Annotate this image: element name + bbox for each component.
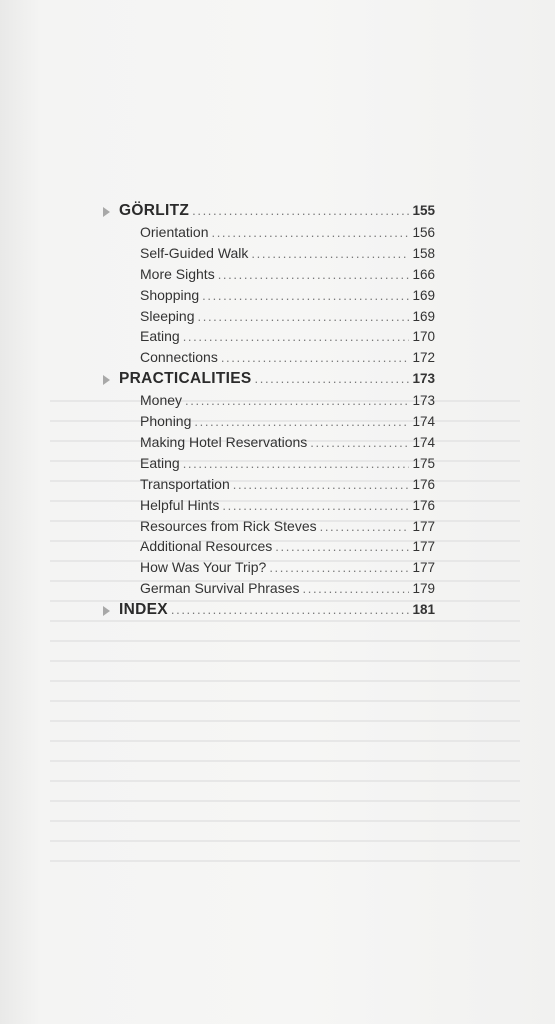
entry-title: Helpful Hints bbox=[140, 496, 220, 513]
toc-entry[interactable] bbox=[100, 224, 435, 245]
section-page-number: 155 bbox=[412, 203, 435, 218]
toc-entry[interactable] bbox=[100, 559, 435, 580]
dot-leader bbox=[202, 288, 409, 303]
dot-leader bbox=[171, 602, 410, 617]
toc-section-gorlitz[interactable] bbox=[100, 202, 435, 224]
toc-entry[interactable] bbox=[100, 518, 435, 539]
entry-title: How Was Your Trip? bbox=[140, 559, 267, 576]
toc-section-index[interactable] bbox=[100, 601, 435, 623]
entry-title: Connections bbox=[140, 349, 218, 366]
entry-title: Self-Guided Walk bbox=[140, 244, 249, 261]
dot-leader bbox=[183, 329, 410, 344]
section-title: INDEX bbox=[119, 601, 168, 619]
entry-page-number: 175 bbox=[412, 455, 435, 471]
entry-title: German Survival Phrases bbox=[140, 580, 300, 597]
dot-leader bbox=[320, 519, 410, 534]
toc-entry[interactable] bbox=[100, 245, 435, 266]
entry-title: Transportation bbox=[140, 475, 230, 492]
entry-page-number: 174 bbox=[412, 435, 435, 451]
triangle-marker-icon bbox=[103, 375, 110, 385]
entry-title: Phoning bbox=[140, 413, 192, 430]
entry-page-number: 158 bbox=[412, 245, 435, 261]
toc-entry[interactable] bbox=[100, 266, 435, 287]
entry-title: Resources from Rick Steves bbox=[140, 517, 317, 534]
dot-leader bbox=[303, 581, 410, 596]
entry-page-number: 172 bbox=[412, 350, 435, 366]
dot-leader bbox=[222, 498, 409, 513]
toc-section-practicalities[interactable] bbox=[100, 370, 435, 392]
entry-page-number: 170 bbox=[412, 329, 435, 345]
dot-leader bbox=[192, 203, 409, 218]
table-of-contents bbox=[100, 202, 435, 623]
toc-entry[interactable] bbox=[100, 434, 435, 455]
dot-leader bbox=[233, 477, 410, 492]
toc-entry[interactable] bbox=[100, 308, 435, 329]
entry-title: Money bbox=[140, 392, 183, 409]
toc-entry[interactable] bbox=[100, 455, 435, 476]
entry-title: Orientation bbox=[140, 224, 209, 240]
entry-title: Sleeping bbox=[140, 307, 195, 324]
entry-page-number: 179 bbox=[412, 581, 435, 597]
entry-page-number: 166 bbox=[412, 266, 435, 282]
dot-leader bbox=[255, 371, 410, 386]
entry-title: Eating bbox=[140, 454, 180, 471]
entry-page-number: 173 bbox=[412, 393, 435, 409]
section-title: PRACTICALITIES bbox=[119, 370, 252, 388]
entry-page-number: 177 bbox=[412, 560, 435, 576]
entry-title: Shopping bbox=[140, 286, 200, 303]
toc-entry[interactable] bbox=[100, 413, 435, 434]
triangle-marker-icon bbox=[103, 606, 110, 616]
entry-page-number: 177 bbox=[412, 539, 435, 555]
dot-leader bbox=[185, 393, 409, 408]
entry-title: Eating bbox=[140, 328, 180, 345]
dot-leader bbox=[218, 267, 410, 282]
entry-title: Making Hotel Reservations bbox=[140, 434, 308, 451]
toc-entry[interactable] bbox=[100, 349, 435, 370]
toc-entry[interactable] bbox=[100, 538, 435, 559]
entry-page-number: 156 bbox=[412, 225, 435, 240]
entry-page-number: 177 bbox=[412, 518, 435, 534]
dot-leader bbox=[251, 246, 409, 261]
toc-entry[interactable] bbox=[100, 287, 435, 308]
entry-title: More Sights bbox=[140, 265, 215, 282]
toc-entry[interactable] bbox=[100, 328, 435, 349]
dot-leader bbox=[198, 309, 410, 324]
toc-entry[interactable] bbox=[100, 392, 435, 413]
entry-page-number: 176 bbox=[412, 497, 435, 513]
dot-leader bbox=[275, 539, 409, 554]
dot-leader bbox=[221, 350, 410, 365]
toc-entry[interactable] bbox=[100, 580, 435, 601]
entry-page-number: 176 bbox=[412, 476, 435, 492]
section-title: GÖRLITZ bbox=[119, 202, 190, 219]
dot-leader bbox=[269, 560, 409, 575]
entry-title: Additional Resources bbox=[140, 538, 273, 555]
section-page-number: 181 bbox=[412, 602, 435, 618]
toc-entry[interactable] bbox=[100, 476, 435, 497]
dot-leader bbox=[194, 414, 409, 429]
triangle-marker-icon bbox=[103, 207, 110, 217]
dot-leader bbox=[183, 456, 410, 471]
entry-page-number: 169 bbox=[412, 308, 435, 324]
entry-page-number: 169 bbox=[412, 287, 435, 303]
dot-leader bbox=[310, 435, 409, 450]
toc-entry[interactable] bbox=[100, 497, 435, 518]
section-page-number: 173 bbox=[412, 371, 435, 387]
entry-page-number: 174 bbox=[412, 414, 435, 430]
dot-leader bbox=[211, 225, 409, 240]
